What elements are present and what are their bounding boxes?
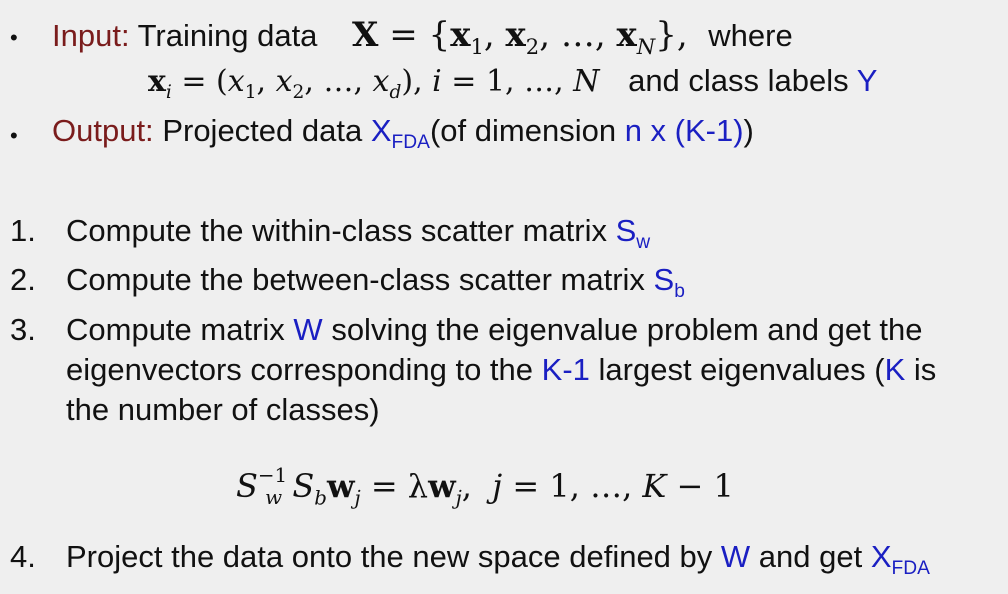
class-labels-text: and class labels [628,63,849,98]
step-2 [66,261,685,303]
step-number: 3. [10,312,36,347]
bullet-dot: • [10,123,18,148]
step-3-line-1: Compute matrix W solving the eigenvalue problem and get the [66,312,923,347]
step-3-line-3: the number of classes) [66,392,380,427]
step-number: 2. [10,262,36,297]
step-1-text: Compute the within-class scatter matrix [66,213,607,248]
step-2-symbol: $S_b$ [653,262,685,303]
input-text: Training data [137,18,318,53]
step-number: 4. [10,539,36,574]
step-3-line-2: eigenvectors corresponding to the K-1 largest eigenvalues (K is [66,352,937,387]
step-3-symbol-k: K [884,352,906,387]
step-1-symbol: $S_w$ [615,213,651,254]
input-vector-equation: $x_i = (x_1$, $x_2$, …, $x_d$), i = 1, …, N [148,64,600,103]
output-dimension-prefix: (of dimension [429,113,617,148]
step-4-symbol-xfda: $X_{FDA}$ [870,539,930,580]
class-labels-symbol: Y [856,63,878,98]
eigen-equation: $S^{-1}_w$ $S_bw_j = \lambda w_j$, j = 1, …, K − 1 [236,463,734,510]
output-symbol: $X_{FDA}$ [370,113,430,154]
step-4-symbol-w: W [720,539,751,574]
input-label: Input: [52,18,130,53]
input-line [52,14,793,57]
input-where: where [708,18,793,53]
output-text: Projected data [162,113,363,148]
input-line-2 [148,62,877,101]
output-dimension-suffix: ) [743,113,754,148]
step-4: Project the data onto the new space defined by W and get $X_{FDA}$ [66,539,930,580]
step-3-symbol-w: W [293,312,323,347]
output-line [52,112,754,154]
output-label: Output: [52,113,154,148]
step-number: 1. [10,213,36,248]
step-1 [66,212,651,254]
step-3-symbol-k1: K-1 [541,352,590,387]
output-dimension: n x (K-1) [624,113,744,148]
input-set-equation: $X = \{x_1$, $x_2$, …, $x_N$}, [352,15,688,59]
bullet-dot: • [10,25,18,50]
step-2-text: Compute the between-class scatter matrix [66,262,645,297]
